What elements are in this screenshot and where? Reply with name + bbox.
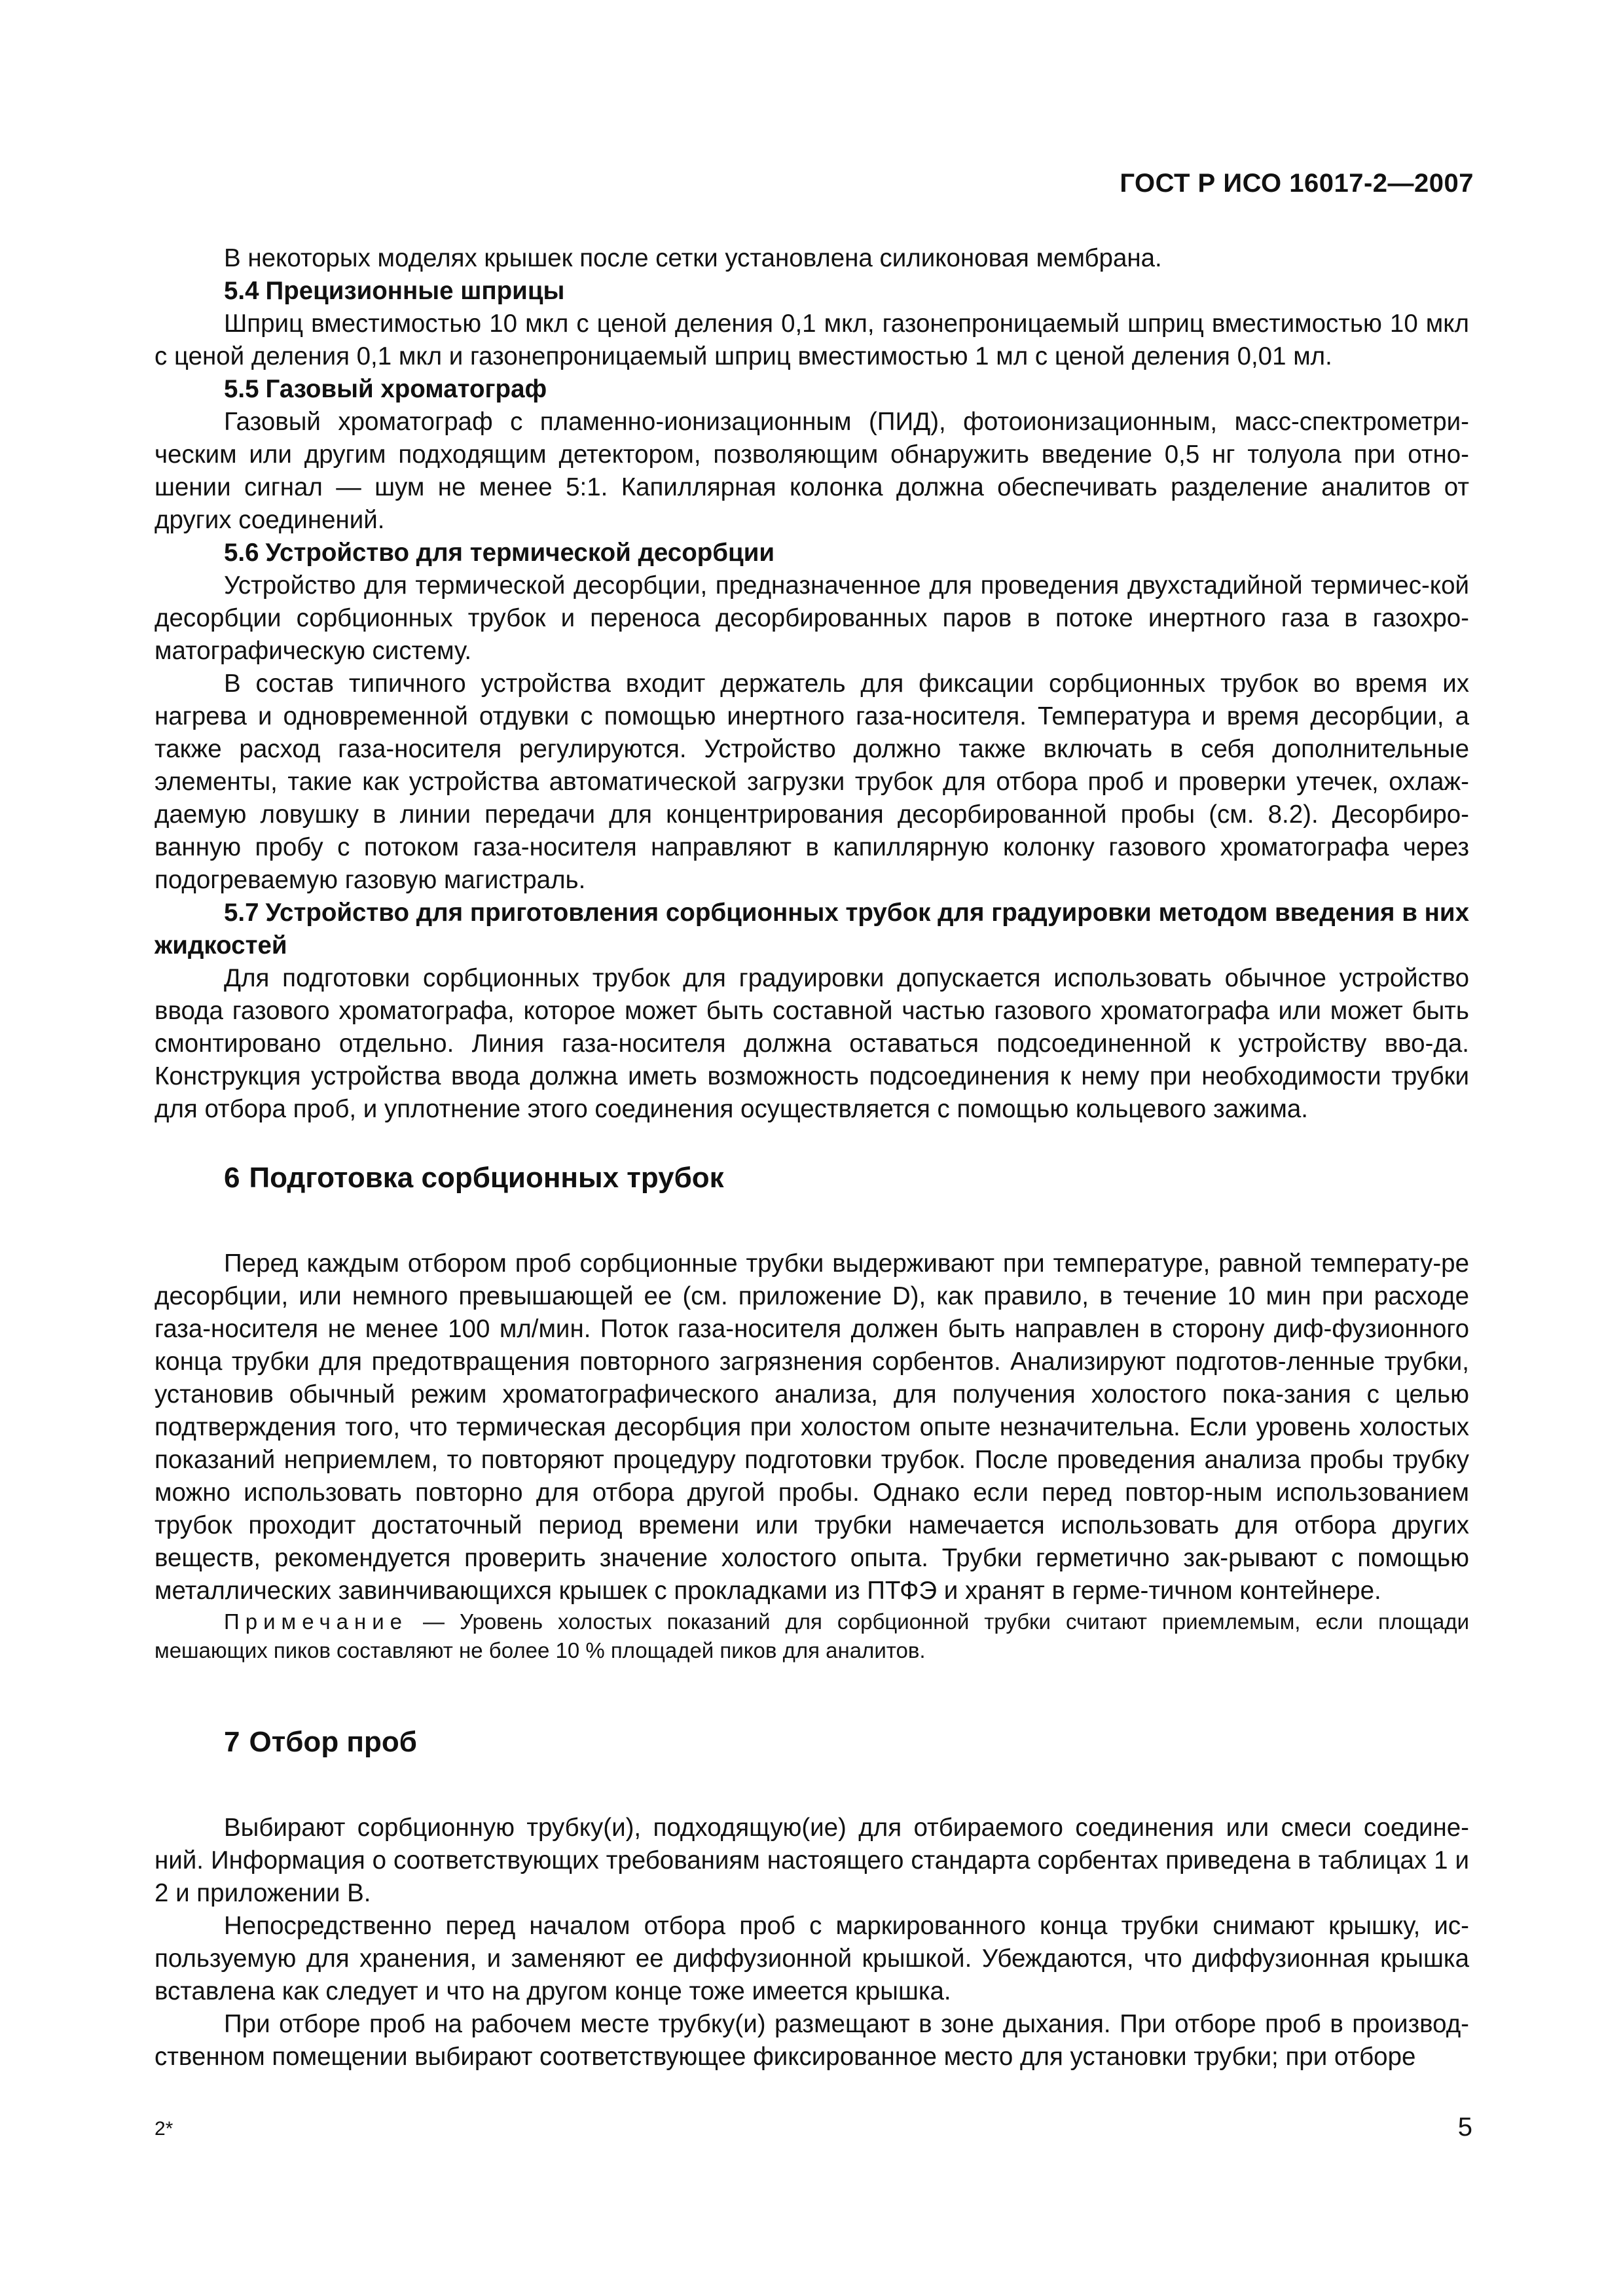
section-6-heading (155, 1160, 1469, 1196)
subsection-5-7-heading (155, 897, 1469, 962)
subsection-5-7-paragraph: Для подготовки сорбционных трубок для градуировки допускается использовать обычное устройство ввода газового хроматографа, которое может быть составной частью газового хроматографа или может быть смонтировано отдельно. Линия газа-носителя должна оставаться подсоединенной к устройству вво-да. Конструкция устройства ввода должна иметь возможность подсоединения к нему при необходимости трубки для отбора проб, и уплотнение этого соединения осуществляется с помощью кольцевого зажима. (155, 964, 1469, 1123)
section-7-paragraph-1: Выбирают сорбционную трубку(и), подходящую(ие) для отбираемого соединения или смеси соедине-ний. Информация о соответствующих требованиям настоящего стандарта сорбентах приведена в таблицах 1 и 2 и приложении В. (155, 1814, 1469, 1907)
subsection-number: 5.6 (224, 539, 259, 567)
note-text: — Уровень холостых показаний для сорбционной трубки считают приемлемым, если площади мешающих пиков составляют не более 10 % площадей пиков для аналитов. (155, 1609, 1470, 1662)
section-6-note (155, 1607, 1469, 1665)
subsection-5-4-paragraph: Шприц вместимостью 10 мкл с ценой деления 0,1 мкл, газонепроницаемый шприц вместимостью 10 мкл с ценой деления 0,1 мкл и газонепроницаемый шприц вместимостью 1 мл с ценой деления 0,01 мл. (155, 310, 1469, 370)
subsection-5-6-heading (155, 537, 1469, 569)
subsection-5-4-heading (155, 275, 1469, 308)
section-number: 7 (224, 1726, 240, 1758)
subsection-number: 5.4 (224, 277, 259, 305)
section-number: 6 (224, 1162, 240, 1194)
section-7-paragraph-3: При отборе проб на рабочем месте трубку(и) размещают в зоне дыхания. При отборе проб в производ-ственном помещении выбирают соответствующее фиксированное место для установки трубки; при отборе (155, 2010, 1469, 2071)
section-title: Подготовка сорбционных трубок (249, 1162, 724, 1194)
subsection-5-6-paragraph-2: В состав типичного устройства входит держатель для фиксации сорбционных трубок во время их нагрева и одновременной отдувки с помощью инертного газа-носителя. Температура и время десорбции, а также расход газа-носителя регулируются. Устройство должно также включать в себя дополнительные элементы, такие как устройства автоматической загрузки трубок для отбора проб и проверки утечек, охлаж-даемую ловушку в линии передачи для концентрирования десорбированной пробы (см. 8.2). Десорбиро-ванную пробу с потоком газа-носителя направляют в капиллярную колонку газового хроматографа через подогреваемую газовую магистраль. (155, 670, 1469, 894)
subsection-5-5-paragraph: Газовый хроматограф с пламенно-ионизационным (ПИД), фотоионизационным, масс-спектрометри-ческим или другим подходящим детектором, позволяющим обнаружить введение 0,5 нг толуола при отно-шении сигнал — шум не менее 5:1. Капиллярная колонка должна обеспечивать разделение аналитов от других соединений. (155, 408, 1469, 534)
subsection-title: Прецизионные шприцы (265, 277, 565, 305)
page-body (155, 242, 1469, 2073)
section-6-paragraph: Перед каждым отбором проб сорбционные трубки выдерживают при температуре, равной температу-ре десорбции, или немного превышающей ее (см. приложение D), как правило, в течение 10 мин при расходе газа-носителя не менее 100 мл/мин. Поток газа-носителя должен быть направлен в сторону диф-фузионного конца трубки для предотвращения повторного загрязнения сорбентов. Анализируют подготов-ленные трубки, установив обычный режим хроматографического анализа, для получения холостого пока-зания с целью подтверждения того, что термическая десорбция при холостом опыте незначительна. Если уровень холостых показаний неприемлем, то повторяют процедуру подготовки трубок. После проведения анализа пробы трубку можно использовать повторно для отбора другой пробы. Однако если перед повтор-ным использованием трубок проходит достаточный период времени или трубки намечается использовать для отбора других веществ, рекомендуется проверить значение холостого опыта. Трубки герметично зак-рывают с помощью металлических завинчивающихся крышек с прокладками из ПТФЭ и хранят в герме-тичном контейнере. (155, 1249, 1469, 1605)
section-7-paragraph-2: Непосредственно перед началом отбора проб с маркированного конца трубки снимают крышку, ис-пользуемую для хранения, и заменяют ее диффузионной крышкой. Убеждаются, что диффузионная крышка вставлена как следует и что на другом конце тоже имеется крышка. (155, 1912, 1469, 2005)
sheet-mark: 2* (155, 2118, 173, 2140)
subsection-number: 5.7 (224, 899, 259, 927)
subsection-title: Устройство для термической десорбции (265, 539, 775, 567)
subsection-title: Газовый хроматограф (265, 375, 547, 403)
section-title: Отбор проб (249, 1726, 417, 1758)
note-label: Примечание (224, 1609, 409, 1634)
subsection-title: Устройство для приготовления сорбционных трубок для градуировки методом введения в них жидкостей (155, 899, 1469, 960)
page-number: 5 (1457, 2113, 1472, 2142)
section-7-heading (155, 1724, 1469, 1761)
subsection-number: 5.5 (224, 375, 259, 403)
intro-paragraph: В некоторых моделях крышек после сетки установлена силиконовая мембрана. (224, 244, 1162, 272)
subsection-5-6-paragraph-1: Устройство для термической десорбции, предназначенное для проведения двухстадийной термичес-кой десорбции сорбционных трубок и переноса десорбированных паров в потоке инертного газа в газохро-матографическую систему. (155, 571, 1469, 665)
document-number: ГОСТ Р ИСО 16017-2—2007 (1120, 169, 1474, 198)
subsection-5-5-heading (155, 373, 1469, 406)
